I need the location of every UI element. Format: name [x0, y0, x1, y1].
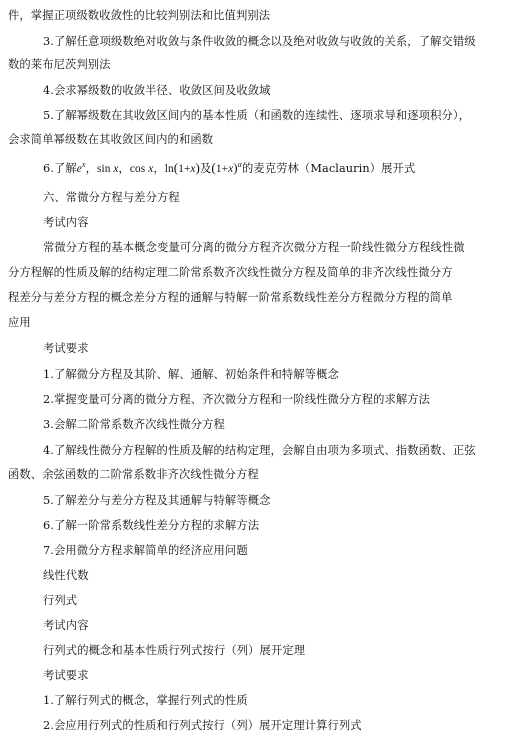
formula-symbol: x	[148, 163, 154, 175]
list-item: 1.了解微分方程及其阶、解、通解、初始条件和特解等概念	[43, 368, 339, 381]
subheading: 考试内容	[43, 619, 89, 632]
section-heading: 行列式	[43, 594, 78, 607]
text-line: 分方程解的性质及解的结构定理二阶常系数齐次线性微分方程及简单的非齐次线性微分方	[8, 266, 453, 279]
list-item: 1.了解行列式的概念，掌握行列式的性质	[43, 694, 248, 707]
formula: $(1+x)^\alpha$	[211, 160, 242, 175]
section-heading: 线性代数	[43, 569, 89, 582]
formula-symbol: +	[183, 163, 191, 175]
text-segment: 及	[199, 162, 212, 175]
text-line: 件，掌握正项级数收敛性的比较判别法和比值判别法	[8, 9, 271, 22]
text-line: 会求简单幂级数在其收敛区间内的和函数	[8, 133, 214, 146]
text-segment: ，	[85, 162, 97, 175]
formula-symbol: x	[81, 160, 86, 169]
subheading: 考试要求	[43, 669, 89, 682]
text-line: 函数、余弦函数的二阶常系数非齐次线性微分方程	[8, 468, 259, 481]
subheading: 考试内容	[43, 216, 89, 229]
formula-symbol: x	[113, 163, 119, 175]
list-item: 2.掌握变量可分离的微分方程、齐次微分方程和一阶线性微分方程的求解方法	[43, 393, 431, 406]
list-item: 5.了解差分与差分方程及其通解与特解等概念	[43, 494, 271, 507]
formula-symbol: 1	[178, 163, 184, 175]
text-line: 行列式的概念和基本性质行列式按行（列）展开定理	[43, 644, 306, 657]
maclaurin-line	[43, 160, 415, 177]
text-line: 3.了解任意项级数绝对收敛与条件收敛的概念以及绝对收敛与收敛的关系，了解交错级	[43, 35, 476, 48]
formula-symbol: ln	[164, 163, 174, 175]
formula-symbol: cos	[129, 163, 146, 175]
text-line: 4.会求幂级数的收敛半径、收敛区间及收敛域	[43, 84, 271, 97]
text-segment: ，	[118, 162, 130, 175]
text-line: 5.了解幂级数在其收敛区间内的基本性质（和函数的连续性、逐项求导和逐项积分），	[43, 109, 471, 122]
formula	[76, 160, 86, 175]
formula-symbol: sin	[96, 163, 111, 175]
formula-symbol: α	[237, 160, 242, 169]
list-item: 2.会应用行列式的性质和行列式按行（列）展开定理计算行列式	[43, 719, 362, 732]
text-segment: ，	[153, 162, 165, 175]
formula-symbol: x	[228, 163, 234, 175]
list-item: 3.会解二阶常系数齐次线性微分方程	[43, 418, 225, 431]
section-heading: 六、常微分方程与差分方程	[43, 191, 180, 204]
formula	[97, 163, 119, 175]
list-item: 7.会用微分方程求解简单的经济应用问题	[43, 544, 248, 557]
text-segment: 的麦克劳林（Maclaurin）展开式	[241, 162, 416, 175]
formula	[130, 163, 153, 175]
formula-symbol: x	[190, 163, 196, 175]
formula-symbol: e	[76, 163, 82, 175]
list-item: 4.了解线性微分方程解的性质及解的结构定理，会解自由项为多项式、指数函数、正弦	[43, 444, 476, 457]
text-line: 程差分与差分方程的概念差分方程的通解与特解一阶常系数线性差分方程微分方程的简单	[8, 291, 453, 304]
text-line: 应用	[8, 316, 31, 329]
subheading: 考试要求	[43, 342, 89, 355]
text-segment: 6.了解	[43, 162, 77, 175]
text-line: 数的莱布尼茨判别法	[8, 58, 111, 71]
formula-symbol: +	[221, 163, 229, 175]
list-item: 6.了解一阶常系数线性差分方程的求解方法	[43, 519, 260, 532]
formula: ln(1+x)	[164, 160, 200, 175]
formula-symbol: 1	[215, 163, 222, 175]
text-line: 常微分方程的基本概念变量可分离的微分方程齐次微分方程一阶线性微分方程线性微	[43, 241, 465, 254]
